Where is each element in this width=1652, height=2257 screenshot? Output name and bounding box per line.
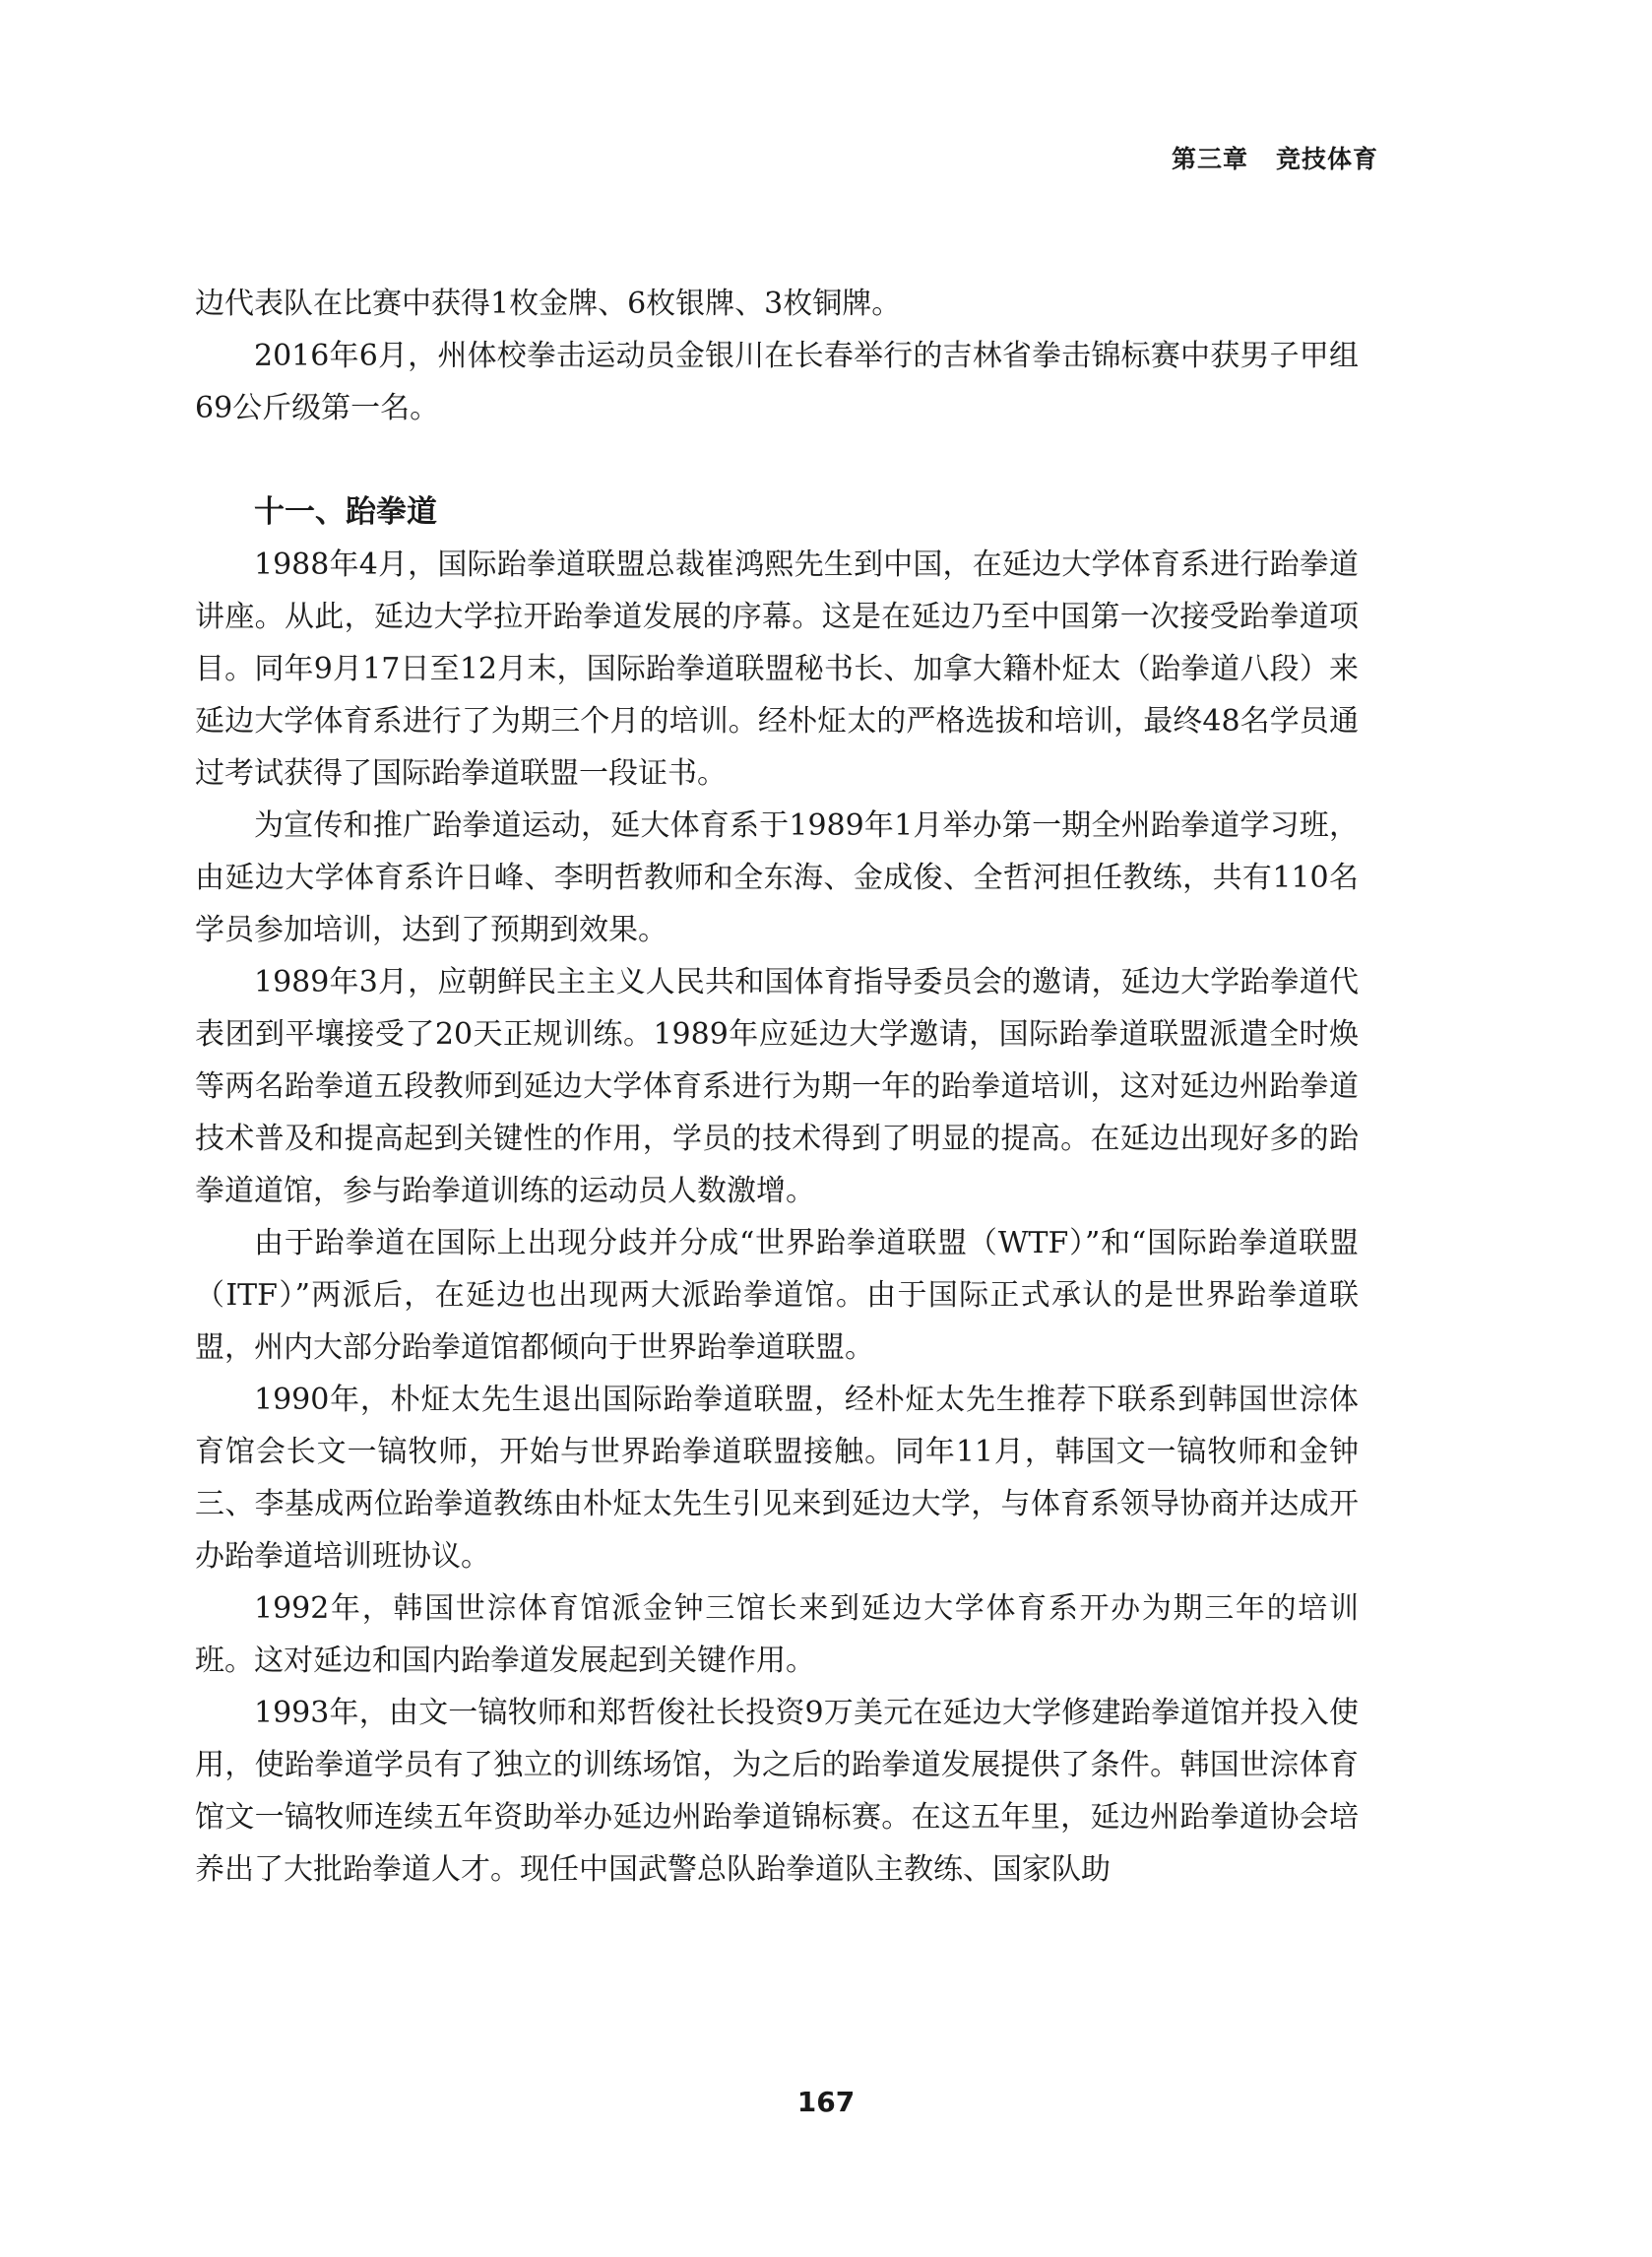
paragraph: 1990年，朴炡太先生退出国际跆拳道联盟，经朴炡太先生推荐下联系到韩国世淙体育馆会长文一镐牧师，开始与世界跆拳道联盟接触。同年11月，韩国文一镐牧师和金钟三、李基成两位跆拳道教练由朴炡太先生引见来到延边大学，与体育系领导协商并达成开办跆拳道培训班协议。 xyxy=(195,1383,1359,1574)
paragraph: 1992年，韩国世淙体育馆派金钟三馆长来到延边大学体育系开办为期三年的培训班。这对延边和国内跆拳道发展起到关键作用。 xyxy=(195,1591,1359,1678)
paragraph-continued: 边代表队在比赛中获得1枚金牌、6枚银牌、3枚铜牌。 xyxy=(195,287,902,321)
paragraph: 为宣传和推广跆拳道运动，延大体育系于1989年1月举办第一期全州跆拳道学习班，由延边大学体育系许日峰、李明哲教师和全东海、金成俊、全哲河担任教练，共有110名学员参加培训，达到了预期到效果。 xyxy=(195,808,1359,947)
section-heading: 十一、跆拳道 xyxy=(254,494,437,530)
header-chapter: 第三章 xyxy=(1171,145,1248,173)
header-section: 竞技体育 xyxy=(1275,145,1378,173)
paragraph: 由于跆拳道在国际上出现分歧并分成“世界跆拳道联盟（WTF）”和“国际跆拳道联盟（ITF）”两派后，在延边也出现两大派跆拳道馆。由于国际正式承认的是世界跆拳道联盟，州内大部分跆拳道馆都倾向于世界跆拳道联盟。 xyxy=(195,1226,1359,1365)
page-body xyxy=(195,278,1359,1896)
paragraph: 1988年4月，国际跆拳道联盟总裁崔鸿熙先生到中国，在延边大学体育系进行跆拳道讲座。从此，延边大学拉开跆拳道发展的序幕。这是在延边乃至中国第一次接受跆拳道项目。同年9月17日至12月末，国际跆拳道联盟秘书长、加拿大籍朴炡太（跆拳道八段）来延边大学体育系进行了为期三个月的培训。经朴炡太的严格选拔和培训，最终48名学员通过考试获得了国际跆拳道联盟一段证书。 xyxy=(195,548,1359,791)
paragraph: 1993年，由文一镐牧师和郑哲俊社长投资9万美元在延边大学修建跆拳道馆并投入使用，使跆拳道学员有了独立的训练场馆，为之后的跆拳道发展提供了条件。韩国世淙体育馆文一镐牧师连续五年资助举办延边州跆拳道锦标赛。在这五年里，延边州跆拳道协会培养出了大批跆拳道人才。现任中国武警总队跆拳道队主教练、国家队助 xyxy=(195,1696,1359,1887)
page-number: 167 xyxy=(796,2086,856,2118)
paragraph: 2016年6月，州体校拳击运动员金银川在长春举行的吉林省拳击锦标赛中获男子甲组69公斤级第一名。 xyxy=(195,339,1359,425)
paragraph: 1989年3月，应朝鲜民主主义人民共和国体育指导委员会的邀请，延边大学跆拳道代表团到平壤接受了20天正规训练。1989年应延边大学邀请，国际跆拳道联盟派遣全时焕等两名跆拳道五段教师到延边大学体育系进行为期一年的跆拳道培训，这对延边州跆拳道技术普及和提高起到关键性的作用，学员的技术得到了明显的提高。在延边出现好多的跆拳道道馆，参与跆拳道训练的运动员人数激增。 xyxy=(195,965,1359,1208)
running-header xyxy=(1172,140,1378,175)
